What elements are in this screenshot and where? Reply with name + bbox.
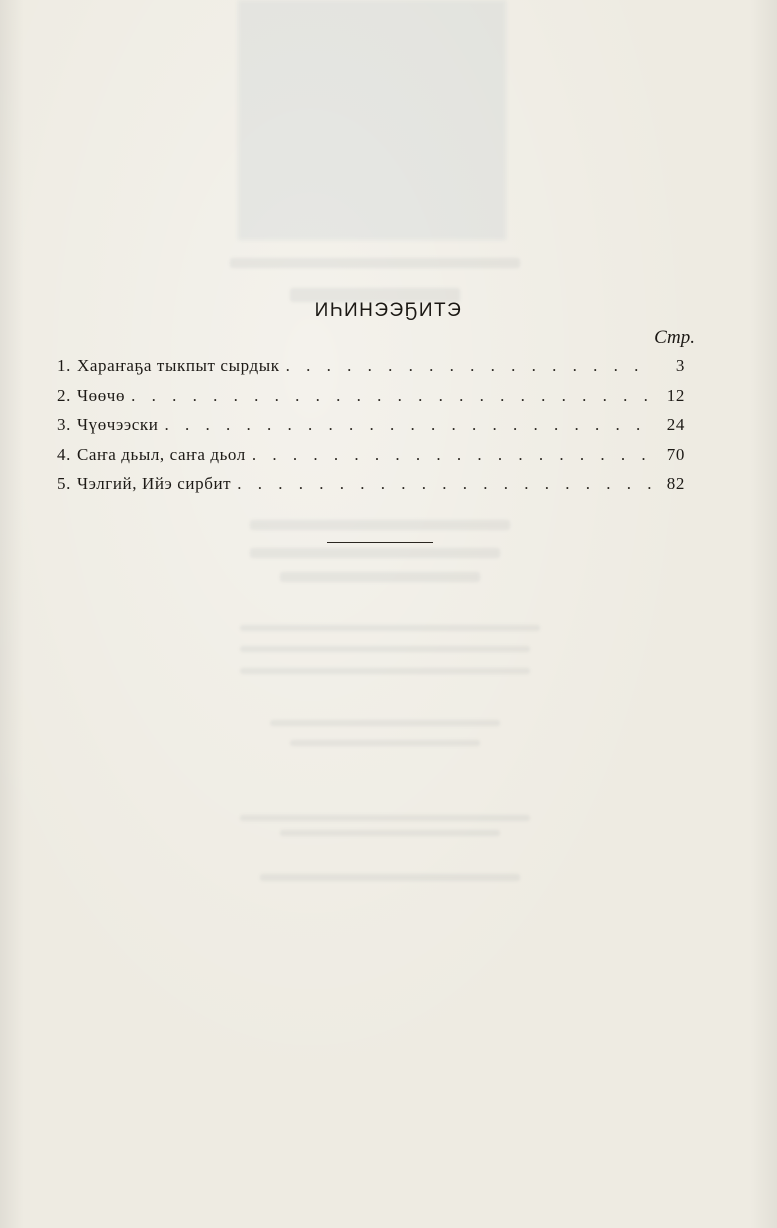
contents-entry [57, 415, 685, 445]
page-column-label: Стр. [654, 327, 695, 348]
bleed-through-text [230, 258, 520, 268]
bleed-through-text [260, 874, 520, 881]
dot-leader [237, 474, 655, 494]
entry-page: 24 [666, 415, 685, 434]
bleed-through-text [240, 625, 540, 631]
bleed-through-text [250, 520, 510, 530]
entry-page: 12 [666, 385, 685, 405]
dot-leader [131, 386, 655, 406]
bleed-through-text [240, 668, 530, 674]
bleed-through-text [240, 646, 530, 652]
bleed-through-image [238, 0, 506, 240]
entry-title: Харaҥaҕa тыкпыт сырдык [76, 356, 280, 375]
bleed-through-text [280, 830, 500, 836]
bleed-through-text [250, 548, 500, 558]
entry-page: 3 [675, 356, 685, 375]
entry-page: 70 [666, 444, 685, 464]
entry-title: Чүөчээски [76, 415, 159, 434]
contents-entry [57, 445, 685, 475]
entry-page: 82 [666, 474, 685, 493]
entry-title: Саҥа дьыл, саҥа дьол [76, 444, 246, 464]
entry-title: Чөөчө [76, 385, 126, 405]
entry-title: Чэлгий, Ийэ сирбит [76, 474, 232, 493]
contents-list [57, 356, 685, 504]
bleed-through-text [270, 720, 500, 726]
dot-leader [164, 415, 655, 435]
bleed-through-text [280, 572, 480, 582]
contents-entry [57, 474, 685, 504]
entry-number: 4. [57, 444, 71, 464]
entry-number: 3. [57, 415, 71, 434]
contents-title: ИҺИНЭЭҔИТЭ [314, 300, 463, 321]
bleed-through-text [240, 815, 530, 821]
contents-entry [57, 386, 685, 416]
contents-entry [57, 356, 685, 386]
entry-number: 5. [57, 474, 71, 493]
entry-number: 1. [57, 356, 71, 375]
entry-number: 2. [57, 385, 71, 405]
dot-leader [286, 356, 655, 376]
separator-rule [327, 542, 433, 543]
bleed-through-text [290, 740, 480, 746]
dot-leader [252, 445, 655, 465]
